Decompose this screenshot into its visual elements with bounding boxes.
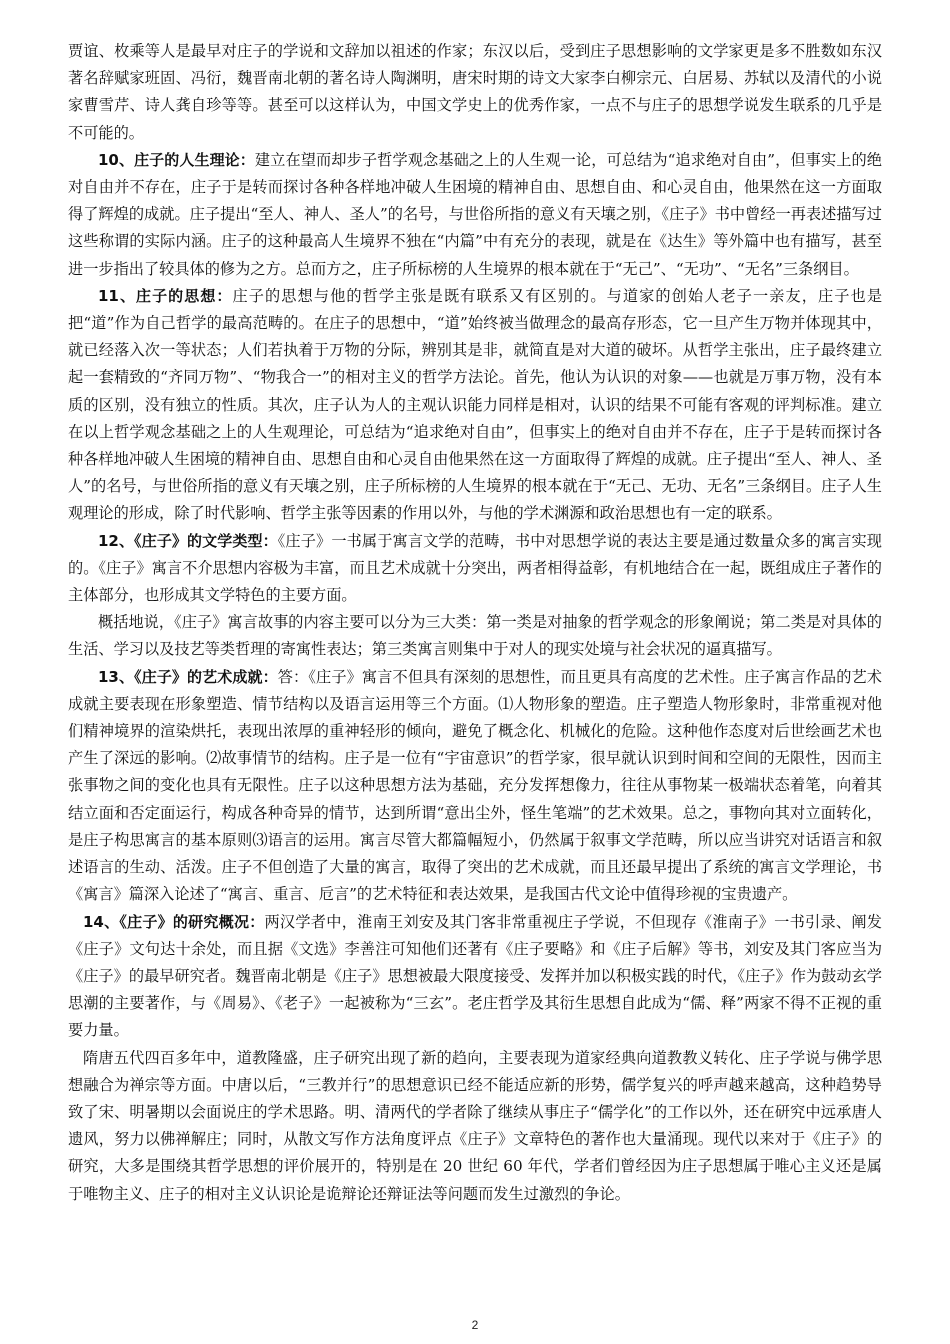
paragraph-text: 建立在望而却步子哲学观念基础之上的人生观一论，可总结为“追求绝对自由”，但事实上的绝对自由并不存在，庄子于是转而探讨各种各样地冲破人生困境的精神自由、思想自由、和心灵自由，他果然在这一方面取得了辉煌的成就。庄子提出“至人、神人、圣人”的名号，与世俗所指的意义有天壤之别，《庄子》书中曾经一再表述描写过这些称谓的实际内涵。庄子的这种最高人生境界不独在“内篇”中有充分的表现，就是在《达生》等外篇中也有描写，甚至进一步指出了较具体的修为之方。总而方之，庄子所标榜的人生境界的根本就在于“无己”、“无功”、“无名”三条纲目。: [68, 150, 882, 278]
paragraph-text: 贾谊、枚乘等人是最早对庄子的学说和文辞加以祖述的作家；东汉以后，受到庄子思想影响的文学家更是多不胜数如东汉著名辞赋家班固、冯衍，魏晋南北朝的著名诗人陶渊明，唐宋时期的诗文大家李白柳宗元、白居易、苏轼以及清代的小说家曹雪芹、诗人龚自珍等等。甚至可以这样认为，中国文学史上的优秀作家，一点不与庄子的思想学说发生联系的几乎是不可能的。: [68, 42, 882, 142]
paragraph-text: 隋唐五代四百多年中，道教隆盛，庄子研究出现了新的趋向，主要表现为道家经典向道教教义转化、庄子学说与佛学思想融合为禅宗等方面。中唐以后，“三教并行”的思想意识已经不能适应新的形势，儒学复兴的呼声越来越高，这种趋势导致了宋、明暑期以会面说庄的学术思路。明、清两代的学者除了继续从事庄子“儒学化”的工作以外，还在研究中远承唐人遗风，努力以佛禅解庄；同时，从散文写作方法角度评点《庄子》文章特色的著作也大量涌现。现代以来对于《庄子》的研究，大多是围绕其哲学思想的评价展开的，特别是在 20 世纪 60 年代，学者们曾经因为庄子思想属于唯心主义还是属于唯物主义、庄子的相对主义认识论是诡辩论还辩证法等问题而发生过激烈的争论。: [68, 1048, 882, 1203]
section-heading: 10、庄子的人生理论：: [98, 150, 255, 169]
document-body: [68, 38, 882, 1208]
paragraph-thought: [68, 283, 882, 528]
section-heading: 14、《庄子》的研究概况：: [83, 912, 265, 931]
paragraph-intro: [68, 38, 882, 147]
paragraph-sui-tang-research: [68, 1045, 882, 1208]
paragraph-life-theory: [68, 147, 882, 283]
paragraph-text: 概括地说，《庄子》寓言故事的内容主要可以分为三大类：第一类是对抽象的哲学观念的形象阐说；第二类是对具体的生活、学习以及技艺等类哲理的寄寓性表达；第三类寓言则集中于对人的现实处境与社会状况的逼真描写。: [68, 613, 882, 659]
paragraph-artistic-achievement: [68, 664, 882, 909]
section-heading: 11、庄子的思想：: [98, 286, 233, 305]
paragraph-text: 两汉学者中，淮南王刘安及其门客非常重视庄子学说，不但现存《淮南子》一书引录、阐发《庄子》文句达十余处，而且据《文选》李善注可知他们还著有《庄子要略》和《庄子后解》等书，刘安及其门客应当为《庄子》的最早研究者。魏晋南北朝是《庄子》思想被最大限度接受、发挥并加以积极实践的时代，《庄子》作为鼓动玄学思潮的主要著作，与《周易》、《老子》一起被称为“三玄”。老庄哲学及其衍生思想自此成为“儒、释”两家不得不正视的重要力量。: [68, 912, 882, 1040]
section-heading: 13、《庄子》的艺术成就：: [98, 667, 278, 686]
paragraph-text: 庄子的思想与他的哲学主张是既有联系又有区别的。与道家的创始人老子一亲友，庄子也是把“道”作为自己哲学的最高范畴的。在庄子的思想中，“道”始终被当做理念的最高存形态，它一旦产生万物并体现其中，就已经落入次一等状态；人们若执着于万物的分际，辨别其是非，就简直是对大道的破坏。从哲学主张出，庄子最终建立起一套精致的“齐同万物”、“物我合一”的相对主义的哲学方法论。首先，他认为认识的对象——也就是万事万物，没有本质的区别，没有独立的性质。其次，庄子认为人的主观认识能力同样是相对，认识的结果不可能有客观的评判标准。建立在以上哲学观念基础之上的人生观理论，可总结为“追求绝对自由”，但事实上的绝对自由并不存在，庄子于是转而探讨各种各样地冲破人生困境的精神自由、思想自由和心灵自由他果然在这一方面取得了辉煌的成就。庄子提出“至人、神人、圣人”的名号，与世俗所指的意义有天壤之别，庄子所标榜的人生境界的根本就在于“无己、无功、无名”三条纲目。庄子人生观理论的形成，除了时代影响、哲学主张等因素的作用以外，与他的学术渊源和政治思想也有一定的联系。: [68, 286, 883, 523]
paragraph-research-overview: [68, 909, 882, 1045]
page-number: 2: [471, 1318, 479, 1332]
paragraph-text: 《庄子》一书属于寓言文学的范畴，书中对思想学说的表达主要是通过数量众多的寓言实现的。《庄子》寓言不介思想内容极为丰富，而且艺术成就十分突出，两者相得益彰，有机地结合在一起，既组成庄子著作的主体部分，也形成其文学特色的主要方面。: [68, 531, 882, 605]
section-heading: 12、《庄子》的文学类型：: [98, 531, 278, 550]
paragraph-text: 答：《庄子》寓言不但具有深刻的思想性，而且更具有高度的艺术性。庄子寓言作品的艺术成就主要表现在形象塑造、情节结构以及语言运用等三个方面。⑴人物形象的塑造。庄子塑造人物形象时，非常重视对他们精神境界的渲染烘托，表现出浓厚的重神轻形的倾向，避免了概念化、机械化的危险。这种他作态度对后世绘画艺术也产生了深远的影响。⑵故事情节的结构。庄子是一位有“宇宙意识”的哲学家，很早就认识到时间和空间的无限性，因而主张事物之间的变化也具有无限性。庄子以这种思想方法为基础，充分发挥想像力，往往从事物某一极端状态着笔，向着其结立面和否定面运行，构成各种奇异的情节，达到所谓“意出尘外，怪生笔端”的艺术效果。总之，事物向其对立面转化，是庄子构思寓言的基本原则⑶语言的运用。寓言尽管大都篇幅短小，仍然属于叙事文学范畴，所以应当讲究对话语言和叙述语言的生动、活泼。庄子不但创造了大量的寓言，取得了突出的艺术成就，而且还最早提出了系统的寓言文学理论，书《寓言》篇深入论述了“寓言、重言、卮言”的艺术特征和表达效果，是我国古代文论中值得珍视的宝贵遗产。: [68, 667, 882, 904]
paragraph-literary-type: [68, 528, 882, 610]
paragraph-fable-categories: [68, 609, 882, 663]
